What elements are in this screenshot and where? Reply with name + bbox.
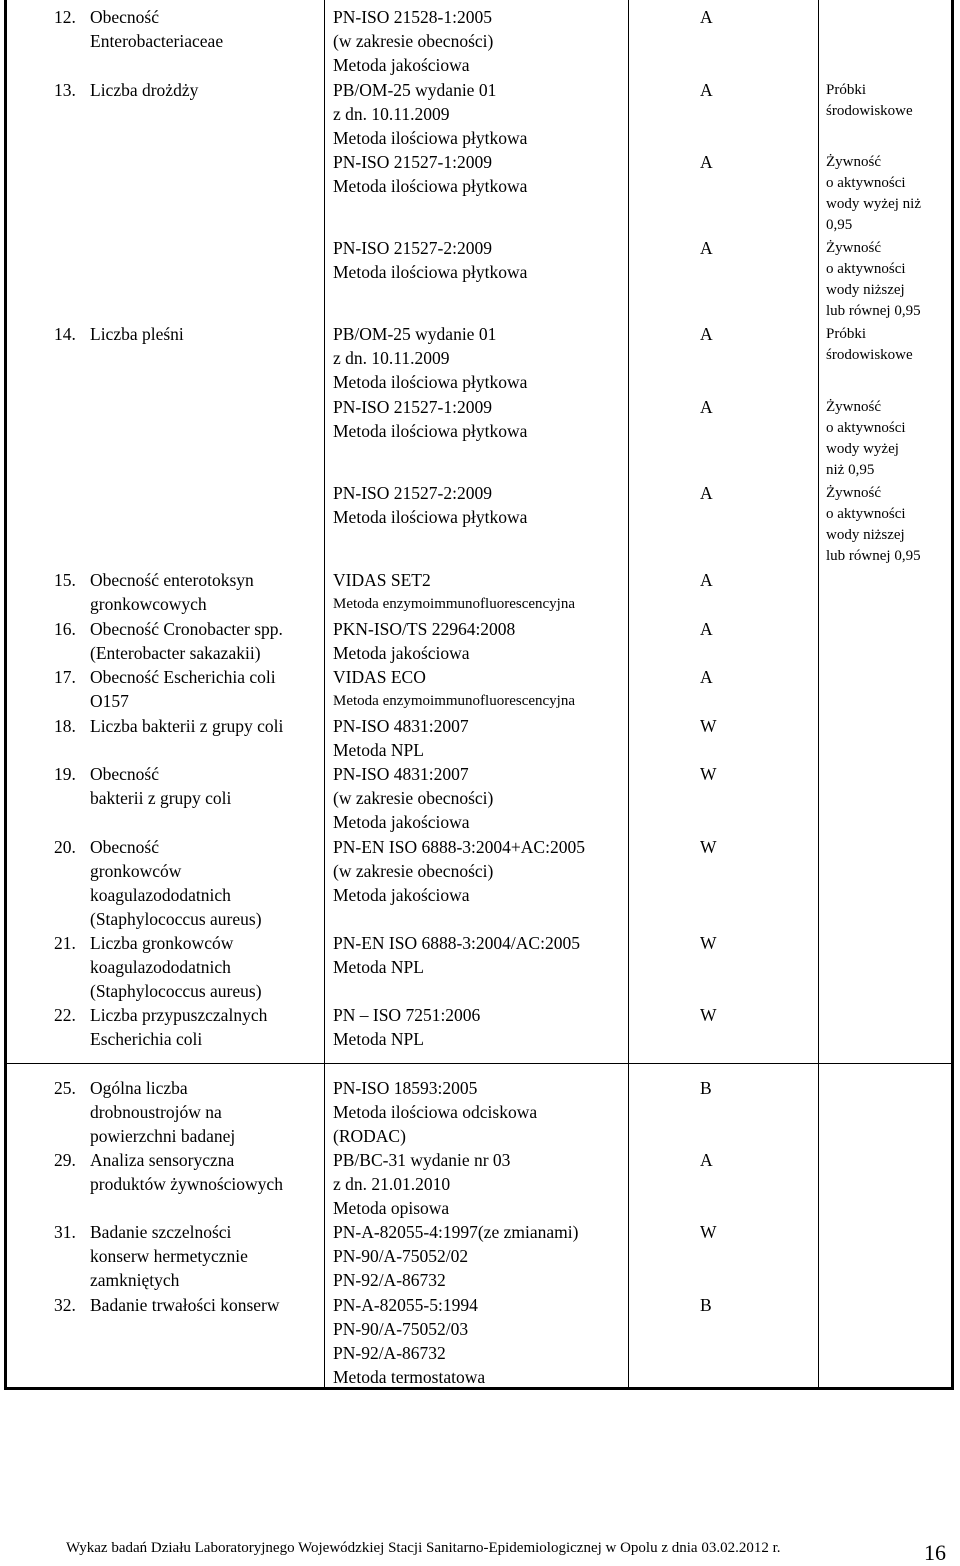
accreditation-code: A — [700, 152, 713, 172]
method-text: Metoda enzymoimmunofluorescencyjna — [333, 596, 576, 612]
accreditation-code: A — [700, 619, 713, 639]
test-name: Obecność — [90, 7, 160, 27]
method-text: Metoda ilościowa płytkowa — [333, 262, 528, 282]
accreditation-code: W — [700, 1222, 717, 1242]
method-text: Metoda opisowa — [333, 1198, 450, 1218]
accreditation-code: W — [700, 933, 717, 953]
test-name: powierzchni badanej — [90, 1126, 236, 1146]
test-name: drobnoustrojów na — [90, 1102, 222, 1122]
test-name: gronkowcowych — [90, 594, 207, 614]
test-name: Liczba przypuszczalnych — [90, 1005, 268, 1025]
method-text: Metoda NPL — [333, 957, 424, 977]
test-name: Ogólna liczba — [90, 1078, 188, 1098]
column-divider — [628, 0, 629, 1387]
accreditation-code: A — [700, 667, 713, 687]
row-number: 12. — [54, 7, 76, 27]
note-text: wody wyżej niż — [826, 196, 921, 212]
test-name: zamkniętych — [90, 1270, 180, 1290]
method-text: PN-ISO 18593:2005 — [333, 1078, 478, 1098]
method-text: PN-A-82055-5:1994 — [333, 1295, 478, 1315]
test-name: Liczba drożdży — [90, 80, 199, 100]
test-name: Liczba pleśni — [90, 324, 184, 344]
accreditation-code: W — [700, 764, 717, 784]
method-text: PB/OM-25 wydanie 01 — [333, 80, 497, 100]
accreditation-code: W — [700, 1005, 717, 1025]
footer-text: Wykaz badań Działu Laboratoryjnego Wojewódzkiej Stacji Sanitarno-Epidemiologicznej w Opolu z dnia 03.02.2012 r. — [66, 1540, 781, 1556]
accreditation-code: A — [700, 483, 713, 503]
method-text: PN-A-82055-4:1997(ze zmianami) — [333, 1222, 579, 1242]
note-text: wody niższej — [826, 282, 905, 298]
test-name: Liczba bakterii z grupy coli — [90, 716, 284, 736]
note-text: wody niższej — [826, 527, 905, 543]
accreditation-code: A — [700, 80, 713, 100]
method-text: Metoda enzymoimmunofluorescencyjna — [333, 693, 576, 709]
row-number: 22. — [54, 1005, 76, 1025]
method-text: PN-ISO 21528-1:2005 — [333, 7, 492, 27]
accreditation-code: W — [700, 716, 717, 736]
note-text: środowiskowe — [826, 347, 913, 363]
method-text: PKN-ISO/TS 22964:2008 — [333, 619, 516, 639]
test-name: Escherichia coli — [90, 1029, 203, 1049]
column-divider — [324, 0, 325, 1387]
test-name: Obecność — [90, 764, 160, 784]
method-text: PN-92/A-86732 — [333, 1270, 446, 1290]
method-text: PN-ISO 4831:2007 — [333, 764, 469, 784]
test-name: gronkowców — [90, 861, 182, 881]
accreditation-code: A — [700, 238, 713, 258]
accreditation-code: B — [700, 1295, 712, 1315]
row-number: 17. — [54, 667, 76, 687]
accreditation-code: A — [700, 1150, 713, 1170]
test-name: (Enterobacter sakazakii) — [90, 643, 261, 663]
page-number: 16 — [924, 1540, 946, 1565]
method-text: PN-90/A-75052/03 — [333, 1319, 469, 1339]
row-number: 19. — [54, 764, 76, 784]
row-number: 31. — [54, 1222, 76, 1242]
note-text: o aktywności — [826, 506, 906, 522]
accreditation-code: A — [700, 397, 713, 417]
test-name: koagulazododatnich — [90, 957, 231, 977]
row-number: 20. — [54, 837, 76, 857]
test-name: Obecność Cronobacter spp. — [90, 619, 283, 639]
method-text: Metoda termostatowa — [333, 1367, 486, 1387]
method-text: PN-EN ISO 6888-3:2004/AC:2005 — [333, 933, 580, 953]
method-text: PN-ISO 21527-2:2009 — [333, 483, 492, 503]
test-name: O157 — [90, 691, 129, 711]
row-number: 14. — [54, 324, 76, 344]
test-name: Analiza sensoryczna — [90, 1150, 235, 1170]
test-name: bakterii z grupy coli — [90, 788, 232, 808]
method-text: Metoda ilościowa płytkowa — [333, 421, 528, 441]
row-number: 13. — [54, 80, 76, 100]
test-name: Obecność enterotoksyn — [90, 570, 254, 590]
row-number: 15. — [54, 570, 76, 590]
note-text: środowiskowe — [826, 103, 913, 119]
method-text: PB/BC-31 wydanie nr 03 — [333, 1150, 511, 1170]
method-text: (w zakresie obecności) — [333, 788, 494, 808]
method-text: PN-EN ISO 6888-3:2004+AC:2005 — [333, 837, 585, 857]
method-text: Metoda NPL — [333, 740, 424, 760]
accreditation-code: A — [700, 570, 713, 590]
accreditation-code: A — [700, 324, 713, 344]
note-text: Próbki — [826, 326, 867, 342]
method-text: (w zakresie obecności) — [333, 31, 494, 51]
note-text: Żywność — [826, 154, 881, 170]
method-text: PN-ISO 21527-1:2009 — [333, 152, 492, 172]
accreditation-code: W — [700, 837, 717, 857]
note-text: Żywność — [826, 399, 881, 415]
method-text: Metoda ilościowa odciskowa — [333, 1102, 538, 1122]
test-name: Badanie trwałości konserw — [90, 1295, 280, 1315]
test-name: Liczba gronkowców — [90, 933, 234, 953]
method-text: Metoda ilościowa płytkowa — [333, 507, 528, 527]
method-text: Metoda jakościowa — [333, 55, 470, 75]
row-number: 16. — [54, 619, 76, 639]
row-number: 18. — [54, 716, 76, 736]
method-text: Metoda jakościowa — [333, 885, 470, 905]
method-text: Metoda ilościowa płytkowa — [333, 128, 528, 148]
method-text: (w zakresie obecności) — [333, 861, 494, 881]
method-text: z dn. 21.01.2010 — [333, 1174, 451, 1194]
method-text: Metoda jakościowa — [333, 812, 470, 832]
note-text: o aktywności — [826, 420, 906, 436]
note-text: wody wyżej — [826, 441, 899, 457]
test-name: konserw hermetycznie — [90, 1246, 248, 1266]
method-text: VIDAS ECO — [333, 667, 426, 687]
note-text: Próbki — [826, 82, 867, 98]
method-text: z dn. 10.11.2009 — [333, 348, 450, 368]
method-text: PN-ISO 21527-2:2009 — [333, 238, 492, 258]
method-text: Metoda ilościowa płytkowa — [333, 372, 528, 392]
method-text: (RODAC) — [333, 1126, 406, 1146]
test-name: koagulazododatnich — [90, 885, 231, 905]
method-text: VIDAS SET2 — [333, 570, 431, 590]
note-text: o aktywności — [826, 261, 906, 277]
test-name: Enterobacteriaceae — [90, 31, 224, 51]
test-name: (Staphylococcus aureus) — [90, 981, 262, 1001]
test-name: Obecność — [90, 837, 160, 857]
method-text: PB/OM-25 wydanie 01 — [333, 324, 497, 344]
note-text: Żywność — [826, 485, 881, 501]
row-number: 25. — [54, 1078, 76, 1098]
method-text: PN-90/A-75052/02 — [333, 1246, 469, 1266]
method-text: PN – ISO 7251:2006 — [333, 1005, 481, 1025]
method-text: PN-92/A-86732 — [333, 1343, 446, 1363]
note-text: 0,95 — [826, 217, 853, 233]
test-name: (Staphylococcus aureus) — [90, 909, 262, 929]
note-text: lub równej 0,95 — [826, 548, 921, 564]
method-text: Metoda ilościowa płytkowa — [333, 176, 528, 196]
note-text: lub równej 0,95 — [826, 303, 921, 319]
test-name: produktów żywnościowych — [90, 1174, 283, 1194]
method-text: PN-ISO 4831:2007 — [333, 716, 469, 736]
row-number: 21. — [54, 933, 76, 953]
method-text: Metoda jakościowa — [333, 643, 470, 663]
test-name: Obecność Escherichia coli — [90, 667, 276, 687]
method-text: z dn. 10.11.2009 — [333, 104, 450, 124]
note-text: Żywność — [826, 240, 881, 256]
note-text: niż 0,95 — [826, 462, 875, 478]
column-divider — [818, 0, 819, 1387]
note-text: o aktywności — [826, 175, 906, 191]
method-text: Metoda NPL — [333, 1029, 424, 1049]
row-number: 29. — [54, 1150, 76, 1170]
method-text: PN-ISO 21527-1:2009 — [333, 397, 492, 417]
accreditation-code: B — [700, 1078, 712, 1098]
row-number: 32. — [54, 1295, 76, 1315]
test-name: Badanie szczelności — [90, 1222, 232, 1242]
row-divider — [7, 1063, 951, 1064]
accreditation-code: A — [700, 7, 713, 27]
